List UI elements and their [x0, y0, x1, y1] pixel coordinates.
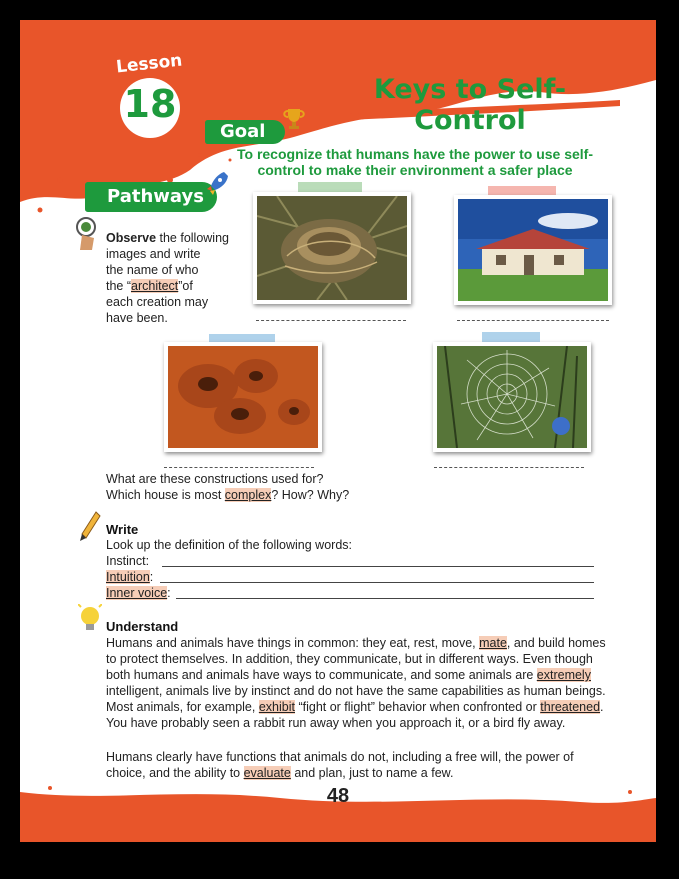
p2-text: and plan, just to name a few. [290, 766, 454, 780]
magnifier-hand-icon [74, 216, 102, 254]
photo-ant-hill [164, 342, 322, 452]
answer-line[interactable] [256, 320, 406, 321]
page-number: 48 [326, 785, 350, 807]
p1-text: intelligent, animals live by instinct and do not have the same capabilities as human beings. Most animals, for example, [106, 684, 606, 714]
bird-nest-image [257, 196, 407, 300]
highlight-intuition: Intuition [106, 570, 150, 584]
rocket-icon [204, 170, 230, 198]
answer-line[interactable] [434, 467, 584, 468]
lightbulb-icon [78, 604, 102, 636]
observe-instructions [106, 230, 256, 326]
photo-bird-nest [253, 192, 411, 304]
write-heading: Write [106, 522, 139, 537]
p2-text: Humans clearly have functions that animals do not, including a free will, the power of choice, and the ability to [106, 750, 574, 780]
observe-bold: Observe [106, 231, 157, 245]
p1-text: Humans and animals have things in common: they eat, rest, move, [106, 636, 480, 650]
pathways-label: Pathways [107, 186, 204, 207]
word-intuition-row [106, 569, 153, 585]
spider-web-image [437, 346, 587, 448]
word-instinct: Instinct: [106, 554, 150, 568]
understand-heading: Understand [106, 619, 179, 634]
understand-paragraph-2 [106, 749, 606, 781]
highlight-mate: mate [479, 636, 507, 650]
write-intro: Look up the definition of the following words: [106, 538, 352, 552]
highlight-extremely: extremely [536, 668, 591, 682]
answer-line[interactable] [164, 467, 314, 468]
observe-line1: the following [156, 231, 229, 245]
photo-house [454, 195, 612, 305]
understand-paragraph-1 [106, 635, 606, 731]
colon: : [149, 570, 154, 584]
highlight-inner-voice: Inner voice [106, 586, 168, 600]
highlight-complex: complex [224, 488, 272, 502]
observe-line4-pre: the “ [106, 279, 132, 293]
question-1: What are these constructions used for? [106, 472, 324, 486]
answer-line-intuition[interactable] [160, 582, 594, 583]
observe-line6: have been. [106, 311, 168, 325]
goal-label: Goal [220, 121, 266, 142]
answer-line-instinct[interactable] [162, 566, 594, 567]
observe-line2: images and write [106, 247, 201, 261]
observe-line5: each creation may [106, 295, 209, 309]
lesson-label: Lesson [115, 50, 184, 78]
page-title: Keys to Self-Control [373, 74, 567, 136]
observe-line4-post: ”of [178, 279, 193, 293]
answer-line[interactable] [457, 320, 609, 321]
ant-hill-image [168, 346, 318, 448]
p1-text: “fight or flight” behavior when confronted or [294, 700, 541, 714]
question-2-post: ? How? Why? [271, 488, 350, 502]
p1-text: . You have probably seen a rabbit run away when you approach it, or a bird fly away. [106, 700, 604, 730]
highlight-architect: architect [131, 279, 179, 293]
observe-line3: the name of who [106, 263, 199, 277]
word-inner-voice-row [106, 585, 171, 601]
p1-text: , and build homes to protect themselves. In addition, they communicate, but in different ways. Even though both humans and animals have ways to communicate, and some animals are [106, 636, 606, 682]
highlight-threatened: threatened [540, 700, 601, 714]
workbook-page [20, 20, 656, 842]
question-2-pre: Which house is most [106, 488, 225, 502]
house-image [458, 199, 608, 301]
highlight-exhibit: exhibit [258, 700, 295, 714]
trophy-icon [282, 106, 306, 132]
photo-spider-web [433, 342, 591, 452]
colon: : [167, 586, 171, 600]
pencil-icon [78, 510, 102, 544]
lesson-number: 18 [123, 82, 177, 126]
questions [106, 471, 526, 503]
goal-text: To recognize that humans have the power to use self-control to make their environment a safer place [236, 146, 594, 178]
highlight-evaluate: evaluate [243, 766, 291, 780]
answer-line-inner-voice[interactable] [176, 598, 594, 599]
